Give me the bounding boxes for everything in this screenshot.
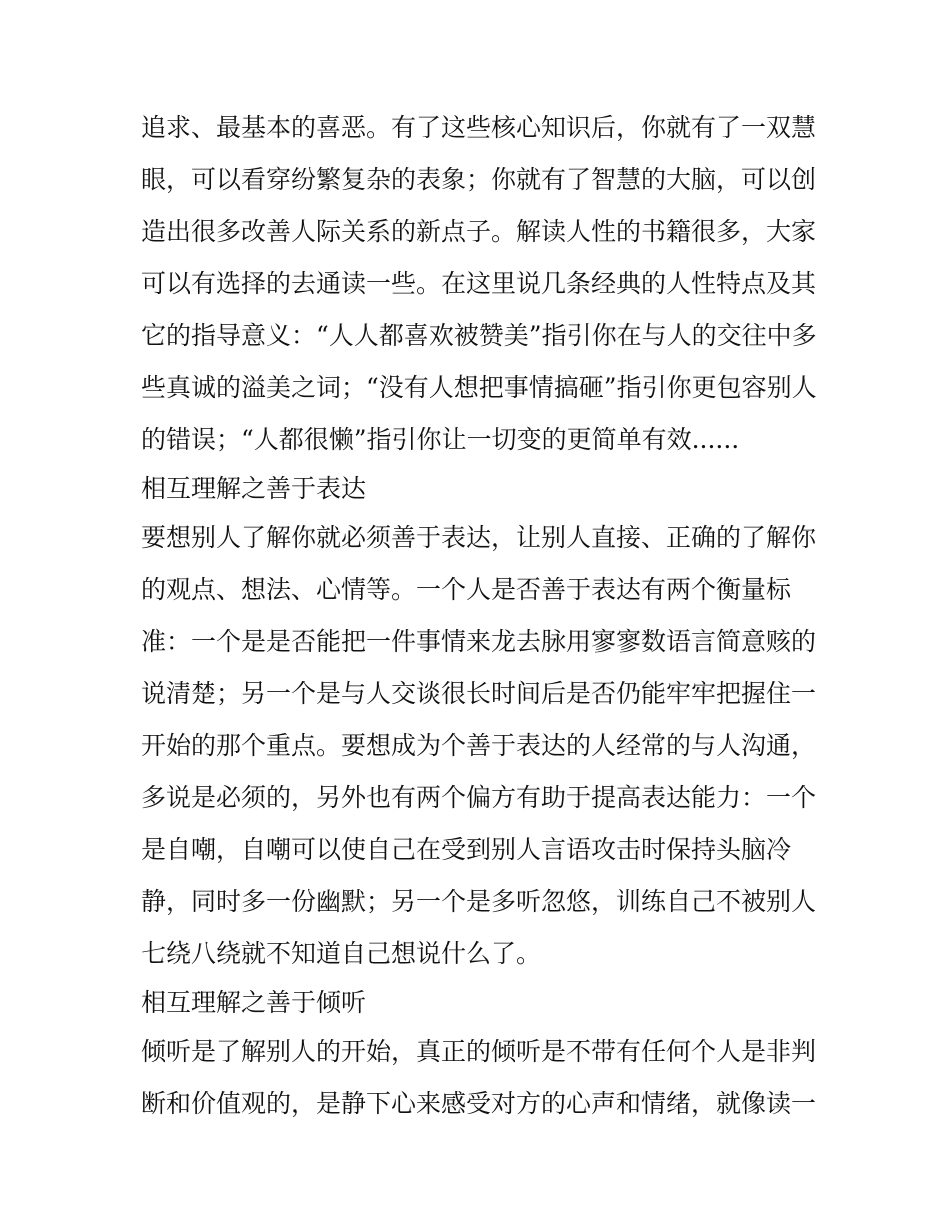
paragraph-line: 开始的那个重点。要想成为个善于表达的人经常的与人沟通， — [141, 731, 817, 760]
paragraph-line: 准：一个是是否能把一件事情来龙去脉用寥寥数语言简意赅的 — [141, 627, 817, 656]
paragraph-line: 多说是必须的，另外也有两个偏方有助于提高表达能力：一个 — [141, 783, 817, 812]
paragraph-line: 要想别人了解你就必须善于表达，让别人直接、正确的了解你 — [141, 523, 817, 552]
paragraph-line: 追求、最基本的喜恶。有了这些核心知识后，你就有了一双慧 — [141, 113, 817, 142]
paragraph-line: 它的指导意义：“人人都喜欢被赞美”指引你在与人的交往中多 — [141, 321, 817, 350]
paragraph-line: 些真诚的溢美之词；“没有人想把事情搞砸”指引你更包容别人 — [141, 373, 817, 402]
paragraph-line: 的错误；“人都很懒”指引你让一切变的更简单有效...... — [141, 425, 740, 454]
paragraph-line: 可以有选择的去通读一些。在这里说几条经典的人性特点及其 — [141, 269, 817, 298]
paragraph-line: 倾听是了解别人的开始，真正的倾听是不带有任何个人是非判 — [141, 1037, 817, 1066]
paragraph-line: 断和价值观的，是静下心来感受对方的心声和情绪，就像读一 — [141, 1089, 817, 1118]
section-heading: 相互理解之善于倾听 — [141, 988, 367, 1017]
paragraph-line: 是自嘲，自嘲可以使自己在受到别人言语攻击时保持头脑冷 — [141, 835, 792, 864]
paragraph-line: 七绕八绕就不知道自己想说什么了。 — [141, 939, 542, 968]
paragraph-line: 的观点、想法、心情等。一个人是否善于表达有两个衡量标 — [141, 575, 792, 604]
paragraph-line: 眼，可以看穿纷繁复杂的表象；你就有了智慧的大脑，可以创 — [141, 165, 817, 194]
paragraph-line: 说清楚；另一个是与人交谈很长时间后是否仍能牢牢把握住一 — [141, 679, 817, 708]
paragraph-line: 静，同时多一份幽默；另一个是多听忽悠，训练自己不被别人 — [141, 887, 817, 916]
paragraph-line: 造出很多改善人际关系的新点子。解读人性的书籍很多，大家 — [141, 217, 817, 246]
section-heading: 相互理解之善于表达 — [141, 474, 367, 503]
